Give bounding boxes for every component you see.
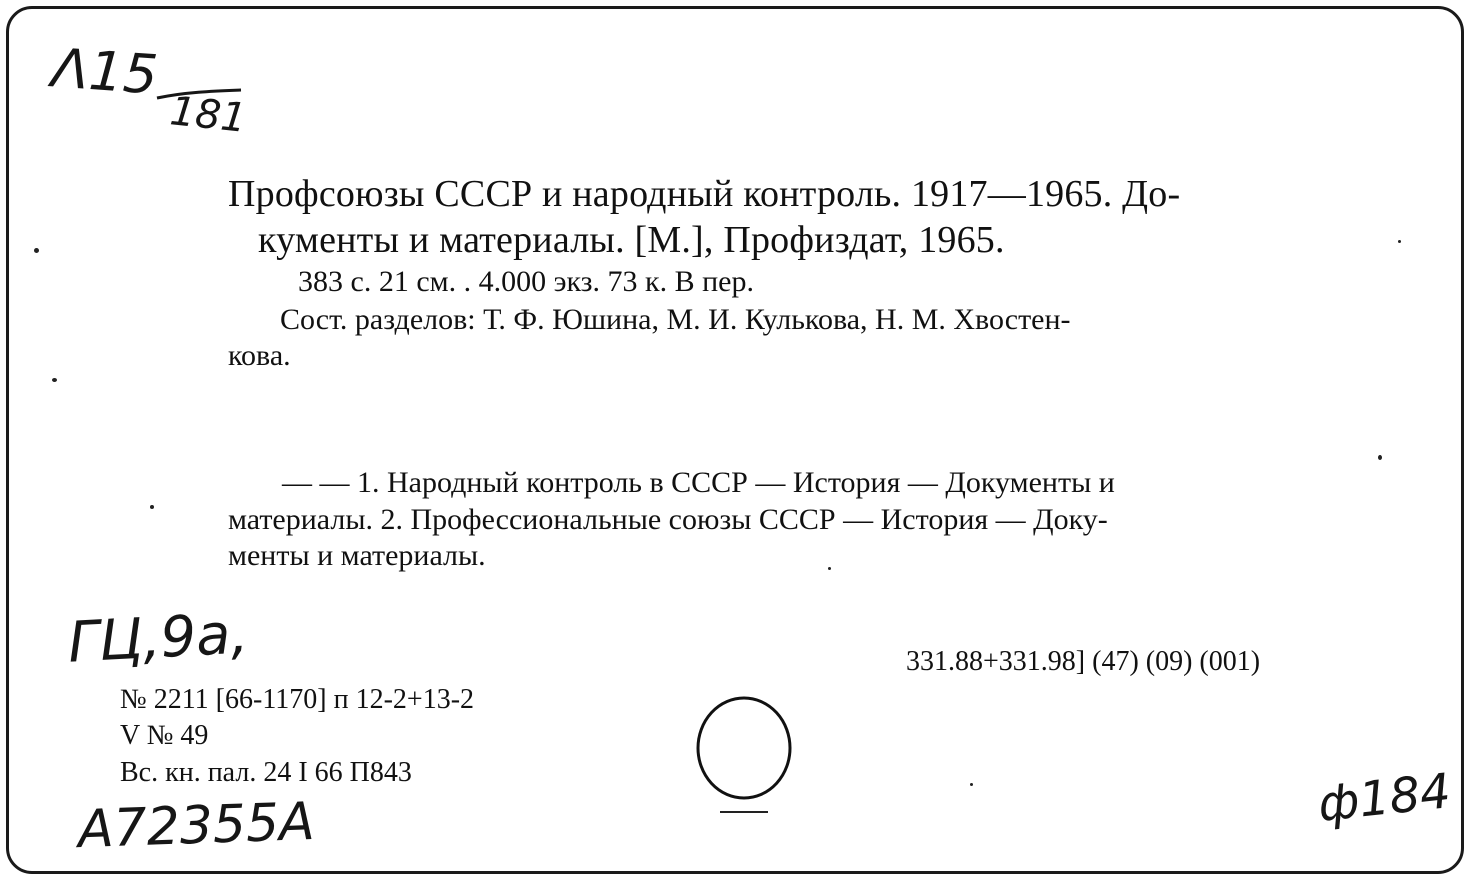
handwritten-shelf-number: 181 [167, 88, 249, 142]
handwritten-stroke [155, 88, 245, 102]
entry-compilers-line1: Сост. разделов: Т. Ф. Юшина, М. И. Кулькова, Н. М. Хвостен- [280, 303, 1071, 336]
scan-speck [1398, 240, 1401, 243]
handwritten-bottom-right-mark: ф184 [1315, 763, 1454, 833]
card-number-line: № 2211 [66-1170] п 12-2+13-2 [120, 684, 475, 715]
handwritten-accession-number: А72355А [77, 791, 316, 861]
entry-subjects-line1: — — 1. Народный контроль в СССР — История — Документы и [282, 466, 1115, 499]
entry-subjects-line2: материалы. 2. Профессиональные союзы СССР — История — Доку- [228, 503, 1108, 536]
card-volume-line: V № 49 [120, 720, 209, 751]
scan-speck [1378, 455, 1382, 460]
scan-speck [34, 248, 39, 253]
entry-compilers-line2: кова. [228, 339, 291, 372]
scan-speck [52, 378, 57, 382]
scan-speck [150, 505, 154, 509]
entry-subjects-line3: менты и материалы. [228, 539, 486, 572]
card-chamber-line: Вс. кн. пал. 24 I 66 П843 [120, 757, 412, 788]
handwritten-code: ГЦ,9а, [66, 601, 250, 676]
entry-title-line2: кументы и материалы. [М.], Профиздат, 1965. [258, 219, 1005, 261]
scan-speck [828, 567, 831, 570]
entry-title-line1: Профсоюзы СССР и народный контроль. 1917—1965. До- [228, 173, 1181, 215]
handwritten-shelf-mark: Λ15 [49, 36, 160, 107]
entry-classification: 331.88+331.98] (47) (09) (001) [906, 646, 1261, 677]
punch-hole [690, 690, 800, 820]
entry-physical-description: 383 с. 21 см. . 4.000 экз. 73 к. В пер. [298, 265, 754, 298]
scan-speck [970, 783, 973, 786]
